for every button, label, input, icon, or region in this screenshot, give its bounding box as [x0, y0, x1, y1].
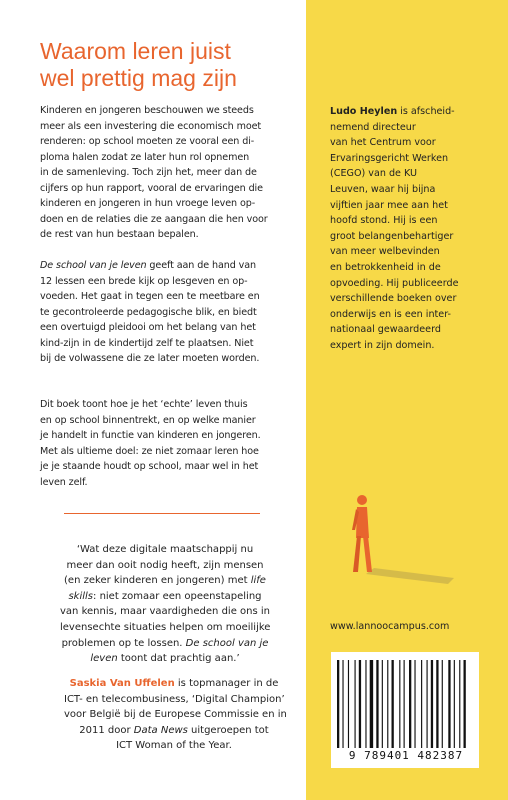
text-fragment: is afscheid-	[397, 106, 455, 117]
author-line: ICT- en telecombusiness, ‘Digital Champion’	[64, 693, 285, 705]
barcode-bar	[365, 660, 366, 748]
barcode-bar	[392, 660, 394, 748]
barcode-bar	[387, 660, 388, 748]
barcode-bar	[399, 660, 400, 748]
figure-head	[357, 495, 367, 505]
barcode-bar	[342, 660, 343, 748]
quote-line	[60, 636, 270, 652]
barcode-bar	[404, 660, 405, 748]
text-line: in de samenleving. Toch zijn het, meer dan de	[40, 167, 257, 178]
bio-line: opvoeding. Hij publiceerde	[330, 277, 459, 289]
text-line: een overtuigd pleidooi om het belang van het	[40, 322, 256, 333]
isbn-number: 9 789401 482387	[348, 749, 464, 762]
quote-line	[60, 589, 270, 605]
quote-line: van kennis, maar vaardigheden die ons in	[60, 606, 270, 618]
figure-left-leg	[353, 536, 361, 572]
quote-line: levensechte situaties helpen om moeilijke	[60, 621, 271, 633]
barcode-bar	[421, 660, 422, 748]
barcode-bar	[376, 660, 378, 748]
paragraph-goal	[40, 397, 286, 490]
cover-title	[40, 38, 290, 92]
barcode-bar	[355, 660, 356, 748]
quote-line	[60, 651, 270, 667]
text-fragment: 2011 door	[79, 724, 134, 736]
bio-line: en betrokkenheid in de	[330, 261, 441, 273]
italic-fragment: leven	[90, 653, 118, 665]
bio-line: expert in zijn domein.	[330, 339, 435, 351]
bio-line: van meer welbevinden	[330, 246, 440, 258]
bio-line: Leuven, waar hij bijna	[330, 183, 436, 195]
barcode-bar	[448, 660, 450, 748]
author-line	[64, 676, 284, 692]
barcode-bar	[442, 660, 443, 748]
barcode-bar	[459, 660, 460, 748]
italic-fragment: life	[250, 575, 266, 587]
text-fragment: geeft aan de hand van	[146, 260, 256, 271]
text-fragment: uitgeroepen tot	[187, 724, 269, 736]
text-line: te gecontroleerde pedagogische blik, en biedt	[40, 306, 257, 318]
book-title-italic: De school van je leven	[40, 260, 147, 271]
orange-divider	[64, 513, 260, 514]
author-bio	[330, 104, 490, 354]
bio-line: nationaal gewaardeerd	[330, 324, 441, 336]
barcode-bar	[370, 660, 373, 748]
bio-line	[330, 104, 490, 120]
barcode-bar	[359, 660, 361, 748]
barcode-bar	[348, 660, 349, 748]
text-fragment: (en zeker kinderen en jongeren) met	[64, 575, 251, 587]
barcode-bar	[464, 660, 466, 748]
text-line	[40, 258, 286, 274]
barcode-bar	[382, 660, 383, 748]
bio-line: (CEGO) van de KU	[330, 168, 418, 180]
bio-line: van het Centrum voor	[330, 137, 436, 149]
bio-line: hoofd stond. Hij is een	[330, 215, 438, 227]
italic-fragment: Data News	[133, 724, 188, 736]
text-fragment: : niet zomaar een opeenstapeling	[93, 590, 262, 602]
text-line: doen en de relaties die ze aangaan die hen voor	[40, 213, 268, 225]
bio-line: vijftien jaar mee aan het	[330, 199, 448, 211]
figure-right-leg	[363, 536, 372, 572]
text-fragment: toont dat prachtig aan.’	[117, 653, 240, 665]
author-name: Saskia Van Uffelen	[69, 678, 175, 689]
bio-line: groot belangenbehartiger	[330, 230, 454, 242]
author-line: voor België bij de Europese Commissie en in	[64, 709, 287, 721]
text-line: en op school binnentrekt, en op welke manier	[40, 414, 256, 426]
barcode-bar	[436, 660, 438, 748]
italic-fragment: De school van je	[185, 637, 269, 649]
text-line: kind-zijn in de kindertijd zelf te plaatsen. Niet	[40, 337, 254, 349]
barcode-bar	[409, 660, 411, 748]
text-line: de rest van hun bestaan bepalen.	[40, 229, 199, 240]
barcode-bar	[427, 660, 428, 748]
quote-line: ‘Wat deze digitale maatschappij nu	[76, 544, 254, 555]
bio-line: verschillende boeken over	[330, 293, 457, 305]
title-line: wel prettig mag zijn	[40, 65, 237, 91]
title-line: Waarom leren juist	[40, 38, 231, 64]
author-line	[64, 723, 284, 739]
text-line: Kinderen en jongeren beschouwen we steeds	[40, 105, 254, 116]
text-fragment: is topmanager in de	[174, 678, 279, 689]
text-line: kinderen en jongeren in hun vroege leven op-	[40, 198, 256, 209]
text-line: renderen: op school moeten ze vooral een di-	[40, 136, 255, 147]
bio-line: nemend directeur	[330, 121, 416, 133]
publisher-url[interactable]: www.lannoocampus.com	[330, 621, 450, 632]
quote-line	[60, 573, 270, 589]
text-line: je je staande houdt op school, maar wel in het	[40, 461, 259, 472]
text-fragment: problemen op te lossen.	[61, 637, 186, 649]
quote-author	[64, 676, 287, 754]
text-line: 12 lessen een brede kijk op lesgeven en op-	[40, 275, 248, 287]
text-line: bij de volwassene die ze later moeten worden.	[40, 353, 260, 364]
text-line: cijfers op hun rapport, vooral de ervaringen die	[40, 182, 263, 194]
text-line: meer als een investering die economisch moet	[40, 120, 262, 132]
paragraph-book	[40, 258, 286, 367]
barcode-bar	[454, 660, 455, 748]
text-line: je handelt in functie van kinderen en jongeren.	[40, 430, 261, 441]
bio-author-name: Ludo Heylen	[330, 106, 398, 117]
barcode-bar	[431, 660, 433, 748]
italic-fragment: skills	[68, 590, 94, 602]
bio-line: Ervaringsgericht Werken	[330, 152, 449, 164]
barcode-bar	[337, 660, 339, 748]
text-line: ploma halen zodat ze later hun rol opnemen	[40, 151, 250, 163]
text-line: voeden. Het gaat in tegen een te meetbare en	[40, 291, 260, 302]
text-line: leven zelf.	[40, 476, 88, 488]
barcode-bar	[414, 660, 415, 748]
paragraph-intro	[40, 103, 286, 243]
text-line: Dit boek toont hoe je het ‘echte’ leven thuis	[40, 399, 248, 410]
bio-line: onderwijs en is een inter-	[330, 308, 451, 320]
author-line: ICT Woman of the Year.	[116, 740, 232, 752]
testimonial-quote	[60, 542, 270, 667]
walking-figure-illustration	[330, 488, 470, 588]
figure-shadow	[366, 568, 454, 584]
text-line: Met als ultieme doel: ze niet zomaar leren hoe	[40, 445, 259, 457]
quote-line: meer dan ooit nodig heeft, zijn mensen	[66, 559, 264, 571]
